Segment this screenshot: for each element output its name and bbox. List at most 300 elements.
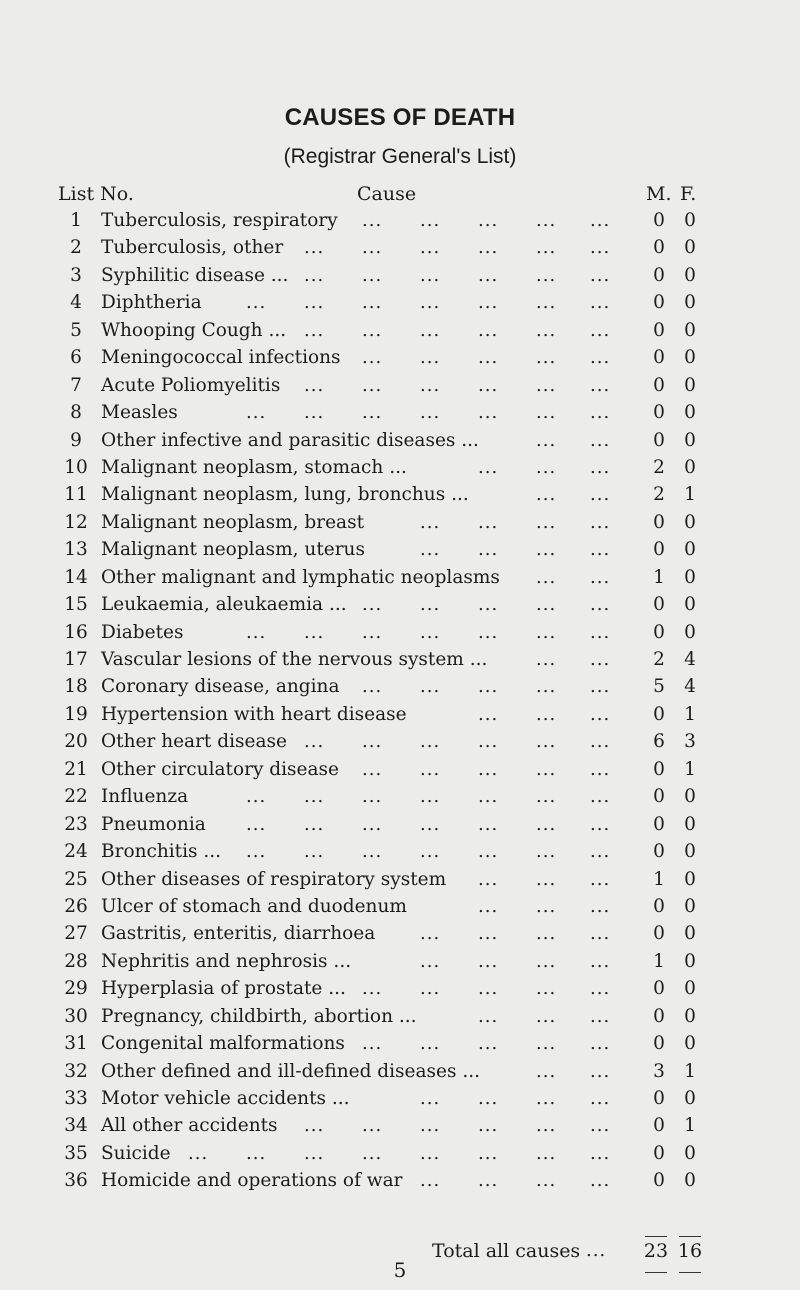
leader-dots: ...	[536, 484, 557, 506]
row-male: 0	[653, 1142, 665, 1164]
leader-dots: ...	[478, 1170, 499, 1192]
leader-dots: ...	[590, 676, 611, 698]
row-female: 0	[684, 594, 696, 616]
row-male: 0	[653, 319, 665, 341]
leader-dots: ...	[420, 319, 441, 341]
leader-dots: ...	[478, 1115, 499, 1137]
row-list-number: 20	[64, 731, 88, 753]
leader-dots: ...	[478, 347, 499, 369]
leader-dots: ...	[536, 1033, 557, 1055]
table-row	[0, 702, 800, 729]
table-row	[0, 1086, 800, 1113]
leader-dots: ...	[478, 319, 499, 341]
row-cause: Pregnancy, childbirth, abortion ...	[101, 1005, 417, 1027]
row-list-number: 28	[64, 950, 88, 972]
leader-dots: ...	[362, 237, 383, 259]
table-row	[0, 894, 800, 921]
row-female: 0	[684, 1033, 696, 1055]
leader-dots: ...	[536, 868, 557, 890]
leader-dots: ...	[304, 402, 325, 424]
row-female: 0	[684, 319, 696, 341]
row-cause: Nephritis and nephrosis ...	[101, 950, 352, 972]
leader-dots: ...	[362, 374, 383, 396]
row-cause: Hyperplasia of prostate ...	[101, 978, 346, 1000]
row-female: 0	[684, 1170, 696, 1192]
leader-dots: ...	[536, 456, 557, 478]
leader-dots: ...	[362, 347, 383, 369]
leader-dots: ...	[590, 237, 611, 259]
row-male: 1	[653, 950, 665, 972]
row-male: 0	[653, 621, 665, 643]
table-row	[0, 290, 800, 317]
row-cause: Malignant neoplasm, lung, bronchus ...	[101, 484, 469, 506]
leader-dots: ...	[420, 841, 441, 863]
row-cause: Whooping Cough ...	[101, 319, 287, 341]
leader-dots: ...	[478, 703, 499, 725]
leader-dots: ...	[478, 1142, 499, 1164]
leader-dots: ...	[536, 649, 557, 670]
leader-dots: ...	[420, 539, 441, 561]
row-male: 0	[653, 1033, 665, 1055]
row-list-number: 19	[64, 703, 88, 725]
leader-dots: ...	[362, 758, 383, 780]
total-male: 23	[643, 1240, 669, 1262]
leader-dots: ...	[420, 950, 441, 972]
leader-dots: ...	[536, 1170, 557, 1192]
leader-dots: ...	[590, 731, 611, 753]
total-leader-dots: ...	[586, 1240, 607, 1261]
leader-dots: ...	[590, 758, 611, 780]
row-cause: Bronchitis ...	[101, 841, 222, 863]
table-row	[0, 839, 800, 866]
leader-dots: ...	[590, 429, 611, 451]
leader-dots: ...	[590, 1088, 611, 1109]
row-cause: Other defined and ill-defined diseases ...	[101, 1060, 480, 1082]
table-row	[0, 510, 800, 537]
row-list-number: 2	[70, 237, 82, 259]
row-female: 0	[684, 1088, 696, 1109]
leader-dots: ...	[536, 786, 557, 808]
row-cause: Diphtheria	[101, 292, 202, 314]
row-list-number: 9	[70, 429, 82, 451]
leader-dots: ...	[478, 786, 499, 808]
header-cause: Cause	[357, 183, 417, 205]
table-row	[0, 757, 800, 784]
leader-dots: ...	[536, 594, 557, 616]
row-male: 0	[653, 758, 665, 780]
leader-dots: ...	[590, 703, 611, 725]
row-female: 0	[684, 347, 696, 369]
leader-dots: ...	[536, 374, 557, 396]
row-female: 0	[684, 813, 696, 835]
row-cause: Other infective and parasitic diseases ...	[101, 429, 479, 451]
leader-dots: ...	[304, 1142, 325, 1164]
row-list-number: 36	[64, 1170, 88, 1192]
header-female: F.	[680, 183, 697, 205]
row-cause: Hypertension with heart disease	[101, 703, 407, 725]
leader-dots: ...	[590, 895, 611, 917]
leader-dots: ...	[590, 1170, 611, 1192]
row-list-number: 16	[64, 621, 88, 643]
leader-dots: ...	[536, 237, 557, 259]
row-cause: Suicide	[101, 1142, 171, 1164]
row-male: 0	[653, 703, 665, 725]
table-row	[0, 373, 800, 400]
leader-dots: ...	[536, 566, 557, 588]
table-row	[0, 812, 800, 839]
row-female: 0	[684, 868, 696, 890]
leader-dots: ...	[536, 813, 557, 835]
leader-dots: ...	[536, 731, 557, 753]
row-male: 5	[653, 676, 665, 698]
row-female: 1	[684, 758, 696, 780]
row-male: 0	[653, 429, 665, 451]
leader-dots: ...	[478, 895, 499, 917]
row-female: 0	[684, 895, 696, 917]
leader-dots: ...	[536, 923, 557, 945]
row-cause: Tuberculosis, other	[101, 237, 284, 259]
row-female: 0	[684, 429, 696, 451]
total-female: 16	[677, 1240, 703, 1262]
leader-dots: ...	[420, 758, 441, 780]
page-subtitle: (Registrar General's List)	[283, 145, 517, 168]
leader-dots: ...	[590, 649, 611, 670]
leader-dots: ...	[590, 1142, 611, 1164]
leader-dots: ...	[362, 264, 383, 286]
leader-dots: ...	[362, 676, 383, 698]
leader-dots: ...	[478, 1033, 499, 1055]
row-list-number: 22	[64, 786, 88, 808]
leader-dots: ...	[362, 1142, 383, 1164]
row-female: 0	[684, 456, 696, 478]
row-female: 3	[684, 731, 696, 753]
row-list-number: 5	[70, 319, 82, 341]
leader-dots: ...	[478, 758, 499, 780]
leader-dots: ...	[536, 319, 557, 341]
table-row	[0, 345, 800, 372]
leader-dots: ...	[362, 786, 383, 808]
row-male: 0	[653, 210, 665, 231]
leader-dots: ...	[420, 374, 441, 396]
row-cause: Homicide and operations of war	[101, 1170, 403, 1192]
leader-dots: ...	[590, 456, 611, 478]
leader-dots: ...	[420, 210, 441, 231]
leader-dots: ...	[478, 402, 499, 424]
row-list-number: 25	[64, 868, 88, 890]
row-female: 0	[684, 402, 696, 424]
row-cause: Other malignant and lymphatic neoplasms	[101, 566, 500, 588]
table-row	[0, 674, 800, 701]
row-list-number: 7	[70, 374, 82, 396]
table-row	[0, 784, 800, 811]
table-row	[0, 263, 800, 290]
row-cause: Other heart disease	[101, 731, 287, 753]
leader-dots: ...	[246, 813, 267, 835]
table-row	[0, 620, 800, 647]
row-male: 0	[653, 237, 665, 259]
row-cause: Influenza	[101, 786, 189, 808]
leader-dots: ...	[478, 539, 499, 561]
leader-dots: ...	[590, 923, 611, 945]
row-cause: Congenital malformations	[101, 1033, 345, 1055]
leader-dots: ...	[590, 786, 611, 808]
leader-dots: ...	[304, 621, 325, 643]
leader-dots: ...	[590, 210, 611, 231]
row-male: 2	[653, 456, 665, 478]
leader-dots: ...	[362, 402, 383, 424]
table-row	[0, 1141, 800, 1168]
row-list-number: 35	[64, 1142, 88, 1164]
row-list-number: 3	[70, 264, 82, 286]
row-female: 0	[684, 978, 696, 1000]
leader-dots: ...	[478, 950, 499, 972]
leader-dots: ...	[304, 374, 325, 396]
header-male: M.	[646, 183, 672, 205]
leader-dots: ...	[590, 813, 611, 835]
leader-dots: ...	[362, 813, 383, 835]
leader-dots: ...	[420, 676, 441, 698]
row-male: 1	[653, 868, 665, 890]
table-row	[0, 1031, 800, 1058]
row-male: 0	[653, 786, 665, 808]
row-cause: Pneumonia	[101, 813, 206, 835]
row-male: 2	[653, 649, 665, 670]
leader-dots: ...	[420, 264, 441, 286]
leader-dots: ...	[362, 841, 383, 863]
leader-dots: ...	[420, 978, 441, 1000]
leader-dots: ...	[590, 1005, 611, 1027]
leader-dots: ...	[420, 1115, 441, 1137]
leader-dots: ...	[590, 511, 611, 533]
leader-dots: ...	[304, 841, 325, 863]
leader-dots: ...	[590, 347, 611, 369]
row-male: 0	[653, 292, 665, 314]
leader-dots: ...	[362, 292, 383, 314]
row-male: 1	[653, 566, 665, 588]
leader-dots: ...	[590, 841, 611, 863]
leader-dots: ...	[536, 1088, 557, 1109]
table-row	[0, 1059, 800, 1086]
row-female: 0	[684, 264, 696, 286]
leader-dots: ...	[590, 950, 611, 972]
row-cause: Malignant neoplasm, stomach ...	[101, 456, 407, 478]
row-list-number: 32	[64, 1060, 88, 1082]
row-female: 0	[684, 539, 696, 561]
table-row	[0, 428, 800, 455]
table-row	[0, 949, 800, 976]
leader-dots: ...	[478, 1088, 499, 1109]
leader-dots: ...	[420, 1033, 441, 1055]
leader-dots: ...	[536, 1060, 557, 1082]
leader-dots: ...	[362, 319, 383, 341]
table-row	[0, 318, 800, 345]
leader-dots: ...	[304, 264, 325, 286]
row-list-number: 27	[64, 923, 88, 945]
leader-dots: ...	[536, 1115, 557, 1137]
row-male: 0	[653, 511, 665, 533]
row-list-number: 34	[64, 1115, 88, 1137]
leader-dots: ...	[478, 374, 499, 396]
row-cause: Measles	[101, 402, 178, 424]
leader-dots: ...	[536, 703, 557, 725]
leader-dots: ...	[478, 978, 499, 1000]
row-cause: Diabetes	[101, 621, 184, 643]
leader-dots: ...	[420, 1142, 441, 1164]
table-row	[0, 208, 800, 235]
leader-dots: ...	[362, 731, 383, 753]
table-row	[0, 647, 800, 674]
table-row	[0, 565, 800, 592]
row-male: 6	[653, 731, 665, 753]
row-list-number: 14	[64, 566, 88, 588]
row-male: 0	[653, 1005, 665, 1027]
leader-dots: ...	[536, 758, 557, 780]
leader-dots: ...	[590, 292, 611, 314]
row-list-number: 29	[64, 978, 88, 1000]
leader-dots: ...	[536, 1142, 557, 1164]
row-list-number: 26	[64, 895, 88, 917]
row-female: 1	[684, 484, 696, 506]
row-female: 0	[684, 1005, 696, 1027]
leader-dots: ...	[478, 621, 499, 643]
leader-dots: ...	[304, 813, 325, 835]
row-cause: Malignant neoplasm, uterus	[101, 539, 365, 561]
leader-dots: ...	[536, 402, 557, 424]
leader-dots: ...	[536, 429, 557, 451]
leader-dots: ...	[362, 594, 383, 616]
leader-dots: ...	[246, 621, 267, 643]
row-list-number: 23	[64, 813, 88, 835]
leader-dots: ...	[590, 978, 611, 1000]
leader-dots: ...	[590, 594, 611, 616]
row-male: 0	[653, 539, 665, 561]
leader-dots: ...	[536, 511, 557, 533]
leader-dots: ...	[590, 264, 611, 286]
leader-dots: ...	[536, 841, 557, 863]
row-female: 4	[684, 649, 696, 670]
table-row	[0, 592, 800, 619]
row-list-number: 18	[64, 676, 88, 698]
leader-dots: ...	[478, 511, 499, 533]
leader-dots: ...	[536, 210, 557, 231]
leader-dots: ...	[246, 292, 267, 314]
row-cause: Meningococcal infections	[101, 347, 341, 369]
row-list-number: 31	[64, 1033, 88, 1055]
leader-dots: ...	[590, 374, 611, 396]
row-male: 0	[653, 923, 665, 945]
row-cause: Malignant neoplasm, breast	[101, 511, 365, 533]
row-list-number: 10	[64, 456, 88, 478]
row-male: 2	[653, 484, 665, 506]
row-female: 0	[684, 210, 696, 231]
leader-dots: ...	[420, 786, 441, 808]
row-male: 3	[653, 1060, 665, 1082]
leader-dots: ...	[590, 1033, 611, 1055]
row-list-number: 12	[64, 511, 88, 533]
table-row	[0, 976, 800, 1003]
leader-dots: ...	[536, 539, 557, 561]
leader-dots: ...	[590, 566, 611, 588]
leader-dots: ...	[590, 484, 611, 506]
leader-dots: ...	[536, 950, 557, 972]
row-female: 0	[684, 374, 696, 396]
row-male: 0	[653, 1115, 665, 1137]
leader-dots: ...	[536, 621, 557, 643]
table-row	[0, 1113, 800, 1140]
leader-dots: ...	[478, 594, 499, 616]
leader-dots: ...	[304, 731, 325, 753]
leader-dots: ...	[536, 1005, 557, 1027]
row-cause: Coronary disease, angina	[101, 676, 340, 698]
leader-dots: ...	[304, 1115, 325, 1137]
leader-dots: ...	[420, 1088, 441, 1109]
leader-dots: ...	[420, 923, 441, 945]
row-list-number: 4	[70, 292, 82, 314]
leader-dots: ...	[420, 402, 441, 424]
leader-dots: ...	[246, 841, 267, 863]
leader-dots: ...	[478, 237, 499, 259]
row-female: 4	[684, 676, 696, 698]
leader-dots: ...	[362, 621, 383, 643]
leader-dots: ...	[420, 621, 441, 643]
leader-dots: ...	[246, 402, 267, 424]
row-cause: Leukaemia, aleukaemia ...	[101, 594, 347, 616]
page-number: 5	[393, 1258, 407, 1282]
table-row	[0, 455, 800, 482]
row-female: 0	[684, 786, 696, 808]
leader-dots: ...	[420, 1170, 441, 1192]
row-male: 0	[653, 1170, 665, 1192]
row-female: 0	[684, 237, 696, 259]
row-list-number: 17	[64, 649, 88, 670]
causes-table	[0, 208, 800, 1196]
row-male: 0	[653, 374, 665, 396]
row-female: 0	[684, 1142, 696, 1164]
leader-dots: ...	[362, 1033, 383, 1055]
leader-dots: ...	[478, 731, 499, 753]
leader-dots: ...	[362, 1115, 383, 1137]
row-list-number: 15	[64, 594, 88, 616]
leader-dots: ...	[478, 456, 499, 478]
leader-dots: ...	[478, 292, 499, 314]
leader-dots: ...	[478, 264, 499, 286]
leader-dots: ...	[590, 1115, 611, 1137]
leader-dots: ...	[420, 347, 441, 369]
leader-dots: ...	[304, 292, 325, 314]
row-female: 0	[684, 923, 696, 945]
row-list-number: 30	[64, 1005, 88, 1027]
leader-dots: ...	[478, 841, 499, 863]
row-list-number: 6	[70, 347, 82, 369]
leader-dots: ...	[536, 292, 557, 314]
row-cause: Tuberculosis, respiratory	[101, 210, 338, 231]
leader-dots: ...	[536, 676, 557, 698]
row-male: 0	[653, 1088, 665, 1109]
table-row	[0, 1168, 800, 1195]
leader-dots: ...	[478, 210, 499, 231]
leader-dots: ...	[362, 210, 383, 231]
table-row	[0, 1004, 800, 1031]
leader-dots: ...	[590, 539, 611, 561]
row-female: 0	[684, 292, 696, 314]
row-cause: Vascular lesions of the nervous system ...	[101, 649, 488, 670]
row-male: 0	[653, 402, 665, 424]
total-label: Total all causes	[432, 1240, 581, 1262]
leader-dots: ...	[590, 319, 611, 341]
leader-dots: ...	[478, 923, 499, 945]
table-row	[0, 400, 800, 427]
table-row	[0, 537, 800, 564]
